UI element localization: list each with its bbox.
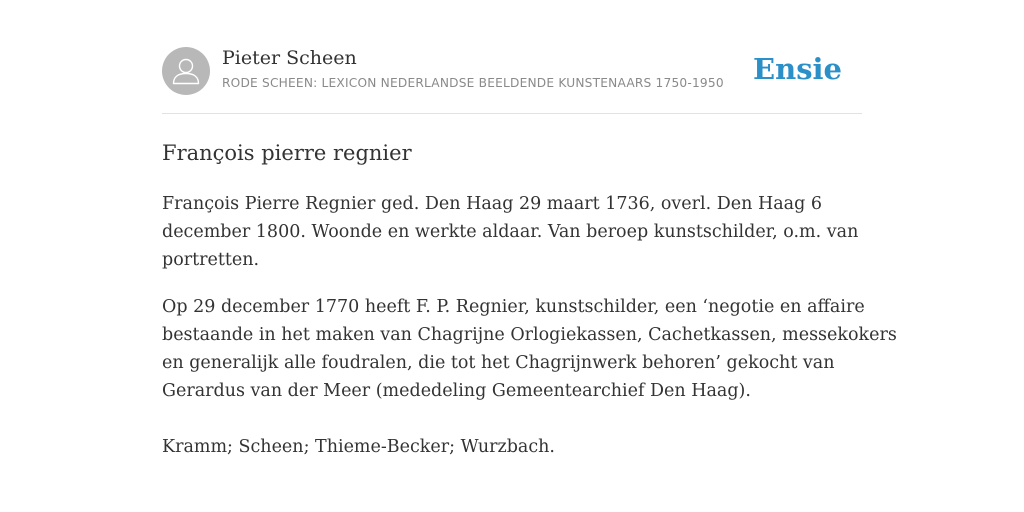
author-name[interactable]: Pieter Scheen bbox=[222, 47, 357, 69]
article-references bbox=[162, 433, 862, 461]
references-line: Kramm; Scheen; Thieme-Becker; Wurzbach. bbox=[162, 437, 555, 457]
paragraph-line: en generalijk alle foudralen, die tot het Chagrijnwerk behoren’ gekocht van bbox=[162, 353, 835, 373]
source-name[interactable]: RODE SCHEEN: LEXICON NEDERLANDSE BEELDENDE KUNSTENAARS 1750-1950 bbox=[222, 76, 724, 90]
paragraph-line: portretten. bbox=[162, 250, 260, 270]
divider bbox=[162, 113, 862, 114]
header bbox=[162, 46, 862, 96]
brand-logo[interactable]: Ensie bbox=[753, 52, 842, 86]
article-paragraph-2 bbox=[162, 293, 897, 405]
avatar[interactable] bbox=[162, 47, 210, 95]
paragraph-line: François Pierre Regnier ged. Den Haag 29 maart 1736, overl. Den Haag 6 bbox=[162, 194, 822, 214]
paragraph-line: Op 29 december 1770 heeft F. P. Regnier, kunstschilder, een ‘negotie en affaire bbox=[162, 297, 865, 317]
paragraph-line: Gerardus van der Meer (mededeling Gemeentearchief Den Haag). bbox=[162, 381, 751, 401]
paragraph-line: december 1800. Woonde en werkte aldaar. Van beroep kunstschilder, o.m. van bbox=[162, 222, 859, 242]
paragraph-line: bestaande in het maken van Chagrijne Orlogiekassen, Cachetkassen, messekokers bbox=[162, 325, 897, 345]
user-avatar-icon bbox=[162, 47, 210, 95]
article-paragraph-1 bbox=[162, 190, 862, 274]
article-title: François pierre regnier bbox=[162, 141, 412, 165]
